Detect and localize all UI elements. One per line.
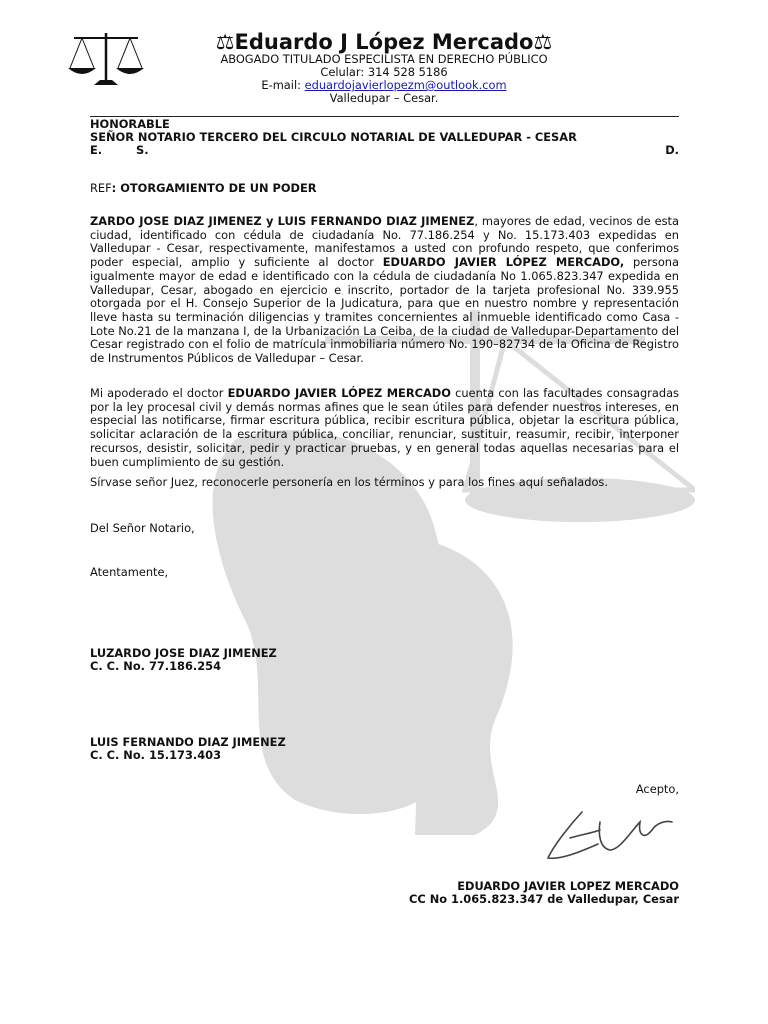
phone-line: Celular: 314 528 5186 bbox=[320, 65, 448, 79]
paragraph-1-text-b: persona igualmente mayor de edad e identificado con la cédula de ciudadanía No 1.065.823.347 expedida en Valledupar, Cesar, abogado en ejercicio e inscrito, portador de la tarjeta profesional No. 339.955 otorgada por el H. Consejo Superior de la Judicatura, para que en nuestro nombre y representación lleve hasta su terminación diligencias y tramites concernientes al inmueble identificado como Casa -Lote No.21 de la manzana I, de la Urbanización La Ceiba, de la ciudad de Valledupar-Departamento del Cesar registrado con el folio de matrícula inmobiliaria número No. 190–82734 de la Oficina de Registro de Instrumentos Públicos de Valledupar – Cesar. bbox=[90, 255, 679, 366]
acceptance-label: Acepto, bbox=[635, 782, 679, 796]
addressee-notary: SEÑOR NOTARIO TERCERO DEL CIRCULO NOTARIAL DE VALLEDUPAR - CESAR bbox=[90, 130, 577, 144]
closing-salutation: Del Señor Notario, bbox=[90, 521, 195, 535]
ref-text: : OTORGAMIENTO DE UN PODER bbox=[111, 181, 317, 195]
ref-label: REF bbox=[90, 181, 112, 195]
paragraph-3: Sírvase señor Juez, reconocerle personería en los términos y para los fines aquí señalados. bbox=[90, 475, 608, 489]
addressee-d: D. bbox=[665, 143, 679, 157]
addressee-honorable: HONORABLE bbox=[90, 117, 170, 131]
profession-line: ABOGADO TITULADO ESPECILISTA EN DERECHO PÚBLICO bbox=[220, 52, 548, 66]
acceptor-id: CC No 1.065.823.347 de Valledupar, Cesar bbox=[409, 892, 679, 906]
signer-2-name: LUIS FERNANDO DIAZ JIMENEZ bbox=[90, 735, 286, 749]
signer-2-id: C. C. No. 15.173.403 bbox=[90, 748, 222, 762]
letterhead-title bbox=[0, 30, 768, 54]
addressee-s: S. bbox=[136, 143, 149, 157]
attorney-name: EDUARDO JAVIER LÓPEZ MERCADO, bbox=[382, 255, 625, 270]
acceptor-name: EDUARDO JAVIER LOPEZ MERCADO bbox=[457, 879, 679, 893]
paragraph-2-text-a: Mi apoderado el doctor bbox=[90, 386, 228, 400]
header-divider bbox=[90, 116, 679, 117]
closing-regards: Atentamente, bbox=[90, 565, 169, 579]
scales-icon: ⚖ bbox=[215, 30, 235, 54]
reference-line bbox=[90, 182, 679, 196]
attorney-name: EDUARDO JAVIER LÓPEZ MERCADO bbox=[227, 386, 451, 400]
grantors-names: ZARDO JOSE DIAZ JIMENEZ y LUIS FERNANDO DIAZ JIMENEZ bbox=[90, 214, 475, 228]
paragraph-1 bbox=[90, 215, 679, 366]
email-link[interactable]: eduardojavierlopezm@outlook.com bbox=[304, 78, 507, 92]
paragraph-1-text-a: , mayores de edad, vecinos de esta ciudad, identificado con cédula de ciudadanía No. 77.186.254 y No. 15.173.403 expedidas en Valledupar - Cesar, respectivamente, manifestamos a usted con profundo respeto, que conferimos poder especial, amplio y suficiente al doctor bbox=[90, 214, 679, 270]
email-label: E-mail: bbox=[261, 78, 305, 92]
addressee-e: E. bbox=[90, 143, 103, 157]
addressee-esd bbox=[90, 144, 679, 158]
city-line: Valledupar – Cesar. bbox=[329, 91, 439, 105]
scales-icon: ⚖ bbox=[533, 30, 553, 54]
signer-1-id: C. C. No. 77.186.254 bbox=[90, 659, 222, 673]
paragraph-2 bbox=[90, 387, 679, 469]
lawyer-name: Eduardo J López Mercado bbox=[234, 30, 534, 54]
signer-1-name: LUZARDO JOSE DIAZ JIMENEZ bbox=[90, 646, 277, 660]
handwritten-signature bbox=[540, 800, 690, 870]
paragraph-2-text-b: cuenta con las facultades consagradas por la ley procesal civil y demás normas afines que le sean útiles para defender nuestros intereses, en especial las notificarse, firmar escritura pública, recibir escritura pública, objetar la escritura pública, solicitar aclaración de la escritura pública, conciliar, renunciar, sustituir, reasumir, recibir, interponer recursos, desistir, solicitar, pedir y practicar pruebas, y en general todas aquellas necesarias para el buen cumplimiento de su gestión. bbox=[90, 386, 679, 469]
